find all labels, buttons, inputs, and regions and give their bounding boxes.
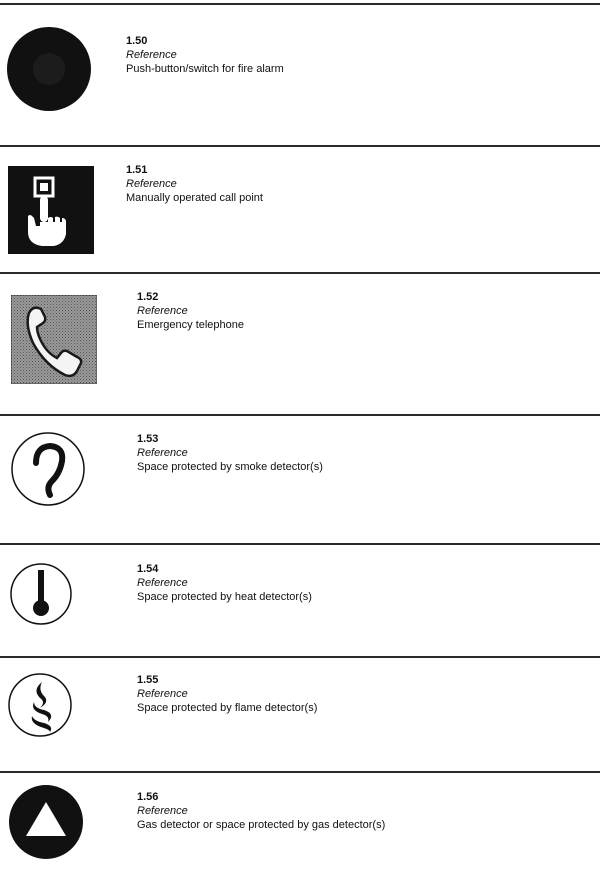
entry-number: 1.56: [137, 791, 159, 803]
divider: [0, 771, 600, 773]
divider: [0, 414, 600, 416]
entry-number: 1.55: [137, 674, 159, 686]
telephone-icon: [11, 295, 97, 384]
entry-number: 1.53: [137, 433, 159, 445]
entry-reference: Reference: [137, 447, 188, 459]
entry-description: Push-button/switch for fire alarm: [126, 63, 284, 75]
smoke-detector-icon: [10, 431, 86, 507]
entry-reference: Reference: [137, 688, 188, 700]
entry-text: [126, 34, 284, 76]
divider: [0, 543, 600, 545]
entry-reference: Reference: [137, 805, 188, 817]
entry-description: Space protected by smoke detector(s): [137, 461, 323, 473]
entry-description: Space protected by flame detector(s): [137, 702, 318, 714]
entry-reference: Reference: [137, 305, 188, 317]
entry-text: [137, 432, 323, 474]
entry-number: 1.54: [137, 563, 159, 575]
entry-text: [137, 562, 312, 604]
entry-reference: Reference: [126, 178, 177, 190]
entry-number: 1.52: [137, 291, 159, 303]
black-disc-icon: [6, 26, 92, 112]
call-point-icon: [8, 166, 94, 254]
entry-text: [137, 673, 317, 715]
flame-detector-icon: [8, 672, 72, 738]
divider: [0, 145, 600, 147]
entry-text: [137, 290, 244, 332]
entry-text: [126, 163, 263, 205]
entry-description: Gas detector or space protected by gas detector(s): [137, 819, 386, 831]
divider: [0, 272, 600, 274]
entry-description: Manually operated call point: [126, 192, 263, 204]
entry-text: [137, 790, 385, 832]
heat-detector-icon: [10, 562, 72, 626]
entry-reference: Reference: [137, 577, 188, 589]
entry-description: Emergency telephone: [137, 319, 245, 331]
divider: [0, 656, 600, 658]
entry-reference: Reference: [126, 49, 177, 61]
gas-detector-icon: [8, 784, 84, 860]
entry-description: Space protected by heat detector(s): [137, 591, 312, 603]
entry-number: 1.51: [126, 164, 148, 176]
divider-top: [0, 3, 600, 5]
entry-number: 1.50: [126, 35, 148, 47]
